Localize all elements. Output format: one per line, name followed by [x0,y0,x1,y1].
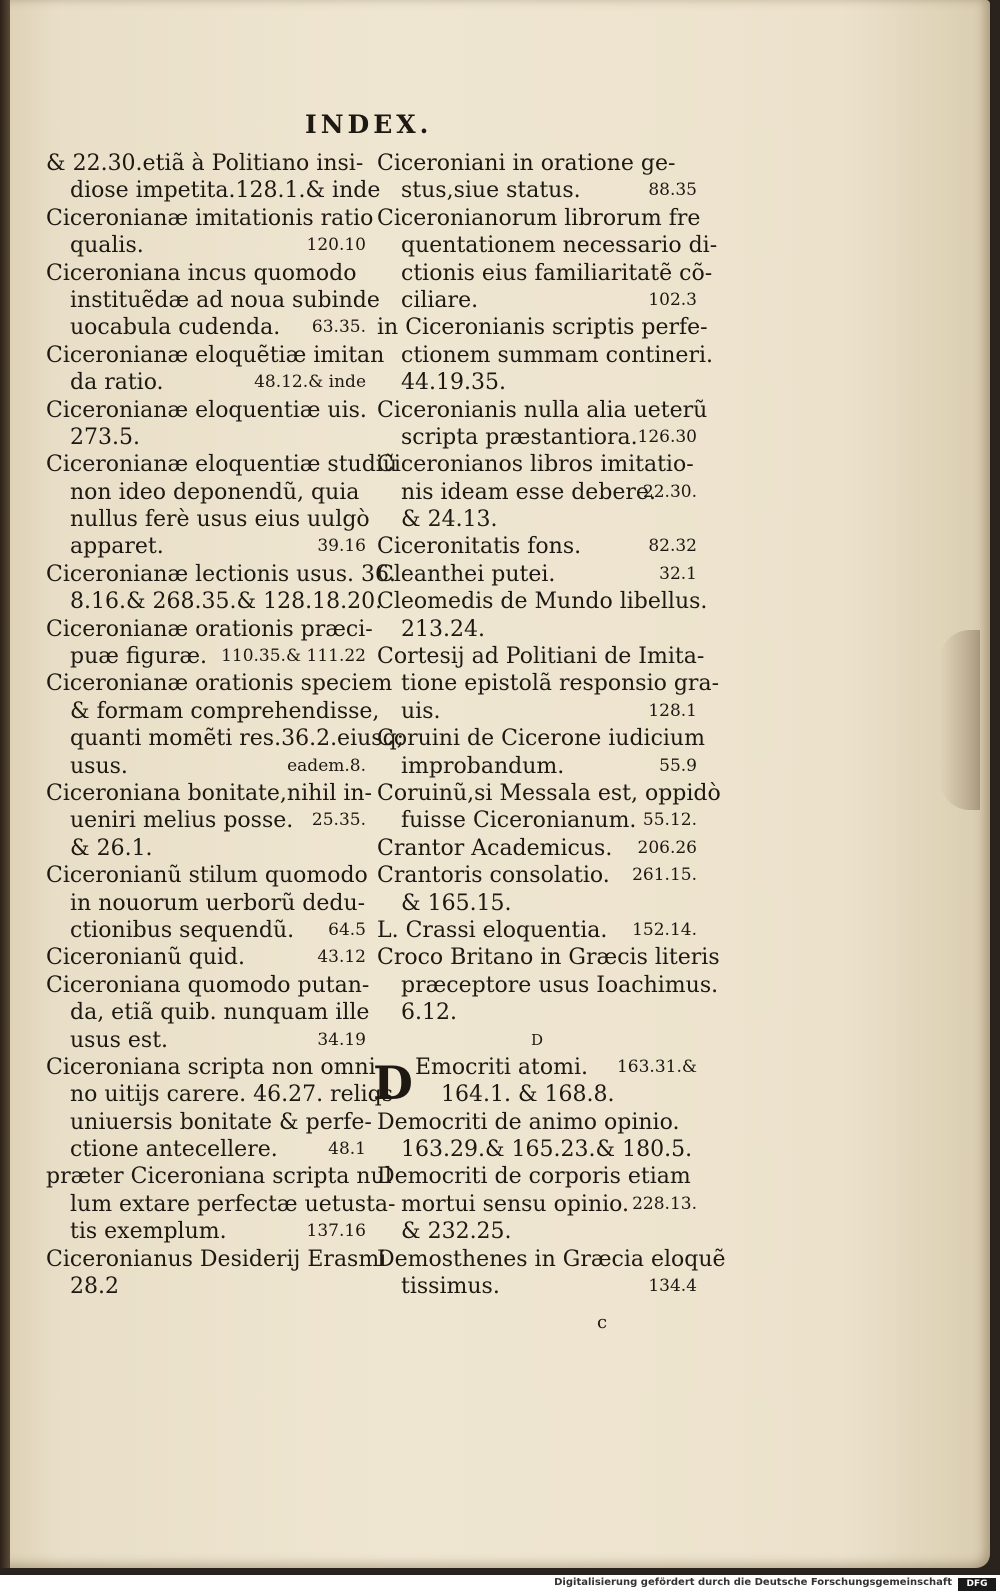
index-entry-text: ciliare. [401,287,479,313]
index-line [377,999,697,1026]
index-page-ref: 228.13. [632,1193,697,1214]
index-page-ref: 88.35 [648,180,697,201]
index-entry-text: nullus ferè usus eius uulgò [70,507,370,533]
page-header: INDEX. [305,110,433,139]
index-entry-text: Ciceronianũ stilum quomodo [46,863,368,889]
index-line [377,342,713,369]
index-entry-text: da, etiã quib. nunquam ille [70,1000,370,1026]
index-line [377,314,708,341]
index-line [377,397,708,424]
index-line [377,150,697,177]
index-entry-text: Ciceronianæ eloquentiæ uis. [46,397,367,423]
index-entry-text: nis ideam esse debere. [401,479,656,505]
index-page-ref: 48.12.& inde [254,372,366,393]
index-page-ref: 34.19 [317,1029,366,1050]
index-page-ref: 82.32 [648,536,697,557]
index-entry-text: Ciceronianorum librorum fre [377,205,701,231]
index-line [46,479,366,506]
index-entry-text: & formam comprehendisse, [70,698,380,724]
index-entry-text: præter Ciceroniana scripta nul [46,1164,392,1190]
index-line [377,451,697,478]
index-entry-text: tis exemplum. [70,1219,227,1245]
index-page-ref: 55.9 [659,755,697,776]
dfg-logo: DFG [958,1578,996,1591]
index-line [46,862,366,889]
section-d-block [373,1054,726,1301]
index-entry-text: usus. [70,753,128,779]
index-entry-text: no uitijs carere. 46.27. reliqs [70,1082,394,1108]
index-line [46,451,398,478]
index-entry-text: fuisse Ciceronianum. [401,808,637,834]
index-entry-text: Ciceronianũ quid. [46,945,245,971]
index-line [46,670,393,697]
index-line [377,205,701,232]
index-line [46,506,370,533]
index-entry-text: L. Crassi eloquentia. [377,917,608,943]
index-page-ref: 39.16 [317,536,366,557]
index-line [377,643,705,670]
signature-mark: c [597,1312,608,1333]
index-line [46,1273,366,1300]
index-line [46,232,366,259]
index-page-ref: 25.35. [311,810,366,831]
index-entry-text: Crantoris consolatio. [377,863,610,889]
index-entry-text: stus,siue status. [401,178,581,204]
index-line [46,753,366,780]
index-entry-text: Ciceronianæ eloquentiæ studiũ [46,452,398,478]
index-page-ref: 163.31.& [616,1056,697,1077]
index-entry-text: 163.29.& 165.23.& 180.5. [401,1137,693,1163]
index-line [377,1163,697,1190]
index-page-ref: 152.14. [632,919,697,940]
footer-bar [0,1576,1000,1593]
index-line [46,177,381,204]
index-page-ref: 102.3 [648,289,697,310]
index-entry-text: instituẽdæ ad noua subinde [70,287,380,313]
index-line [46,1109,372,1136]
index-entry-text: ctione antecellere. [70,1137,278,1163]
index-entry-text: qualis. [70,233,144,259]
index-entry-text: Ciceroniani in oratione ge- [377,151,676,176]
index-entry-text: Coruini de Cicerone iudicium [377,726,705,752]
index-entry-text: Democriti de animo opinio. [377,1109,680,1135]
index-entry-text: 164.1. & 168.8. [441,1082,615,1108]
index-entry-text: Crantor Academicus. [377,835,613,861]
index-entry-text: Ciceroniana scripta non omni [46,1054,376,1080]
index-entry-text: in Ciceronianis scriptis perfe- [377,315,708,341]
index-line [377,780,721,807]
index-page-ref: 43.12 [317,947,366,968]
index-line [46,1191,396,1218]
index-line [377,1109,697,1136]
index-entry-text: diose impetita.128.1.& inde [70,178,381,204]
index-line [377,835,697,862]
index-line [46,698,380,725]
index-line [377,533,697,560]
index-line [46,314,366,341]
index-entry-text: 213.24. [401,616,485,642]
index-line [46,588,383,615]
index-line [377,807,697,834]
index-entry-text: 6.12. [401,1000,457,1026]
index-page-ref: 32.1 [659,563,697,584]
index-line [377,944,720,971]
index-entry-text: & 24.13. [401,507,498,533]
index-entry-text: & 22.30.etiã à Politiano insi- [46,151,364,176]
index-line [46,260,366,287]
index-line [377,1081,697,1108]
index-entry-text: Ciceroniana quomodo putan- [46,972,370,998]
index-page-ref: 55.12. [642,810,697,831]
index-line [46,725,405,752]
index-line [46,1246,387,1273]
index-line [377,753,697,780]
index-entry-text: Coruinũ,si Messala est, oppidò [377,780,721,806]
index-line [46,999,370,1026]
index-entry-text: 8.16.& 268.35.& 128.18.20. [70,589,383,615]
index-line [377,972,719,999]
index-entry-text: Ciceronianæ orationis præci- [46,616,373,642]
index-entry-text: ueniri melius posse. [70,808,294,834]
index-page-ref: 137.16 [306,1221,366,1242]
index-entry-text: Ciceronianus Desiderij Erasmi [46,1246,387,1272]
index-line [46,835,366,862]
index-line [46,369,366,396]
index-line [377,616,697,643]
index-line [46,1081,394,1108]
index-page-ref: 128.1 [648,700,697,721]
index-line [46,424,366,451]
index-page-ref: 206.26 [637,837,697,858]
index-line [377,369,697,396]
index-line [377,1273,697,1300]
index-entry-text: usus est. [70,1027,169,1053]
index-line [377,287,697,314]
index-entry-text: 273.5. [70,424,140,450]
index-line [46,1054,376,1081]
index-line [46,890,366,917]
index-page-ref: 64.5 [328,919,366,940]
index-entry-text: uocabula cudenda. [70,315,281,341]
index-page-ref: eadem.8. [287,755,366,776]
index-entry-text: & 165.15. [401,890,512,916]
index-line [377,1054,697,1081]
index-line [46,342,385,369]
index-entry-text: præceptore usus Ioachimus. [401,972,719,998]
index-column-left [46,150,405,1300]
index-line [46,780,372,807]
index-entry-text: ctionis eius familiaritatẽ cõ- [401,260,713,286]
index-entry-text: Ciceronianæ eloquẽtiæ imitan [46,342,385,368]
index-entry-text: Ciceroniana incus quomodo [46,260,357,286]
index-entry-text: ctionibus sequendũ. [70,917,295,943]
index-line [377,177,697,204]
section-letter: D [530,1030,544,1049]
index-line [377,506,697,533]
index-page-ref: 120.10 [306,235,366,256]
index-line [46,1163,392,1190]
index-entry-text: quentationem necessario di- [401,233,718,259]
index-page-ref: 126.30 [637,426,697,447]
index-entry-text: Cortesij ad Politiani de Imita- [377,644,705,670]
index-entry-text: 28.2 [70,1274,119,1300]
index-entry-text: Ciceroniana bonitate,nihil in- [46,780,372,806]
index-page-ref: 63.35. [311,317,366,338]
index-entry-text: mortui sensu opinio. [401,1191,630,1217]
index-line [377,917,697,944]
index-page-ref: 134.4 [648,1276,697,1297]
binding-edge [0,0,10,1568]
index-entry-text: ctionem summam contineri. [401,342,713,368]
page-edge-shadow [940,630,980,810]
index-line [46,561,397,588]
index-line [377,1191,697,1218]
index-entry-text: improbandum. [401,753,565,779]
index-line [377,725,705,752]
index-line [377,1136,697,1163]
index-entry-text: & 26.1. [70,835,153,861]
index-line [46,205,374,232]
index-entry-text: tione epistolã responsio gra- [401,671,720,697]
index-entry-text: uniuersis bonitate & perfe- [70,1109,372,1135]
index-entry-text: Cleomedis de Mundo libellus. [377,589,708,615]
index-line [377,561,697,588]
index-entry-text: Croco Britano in Græcis literis [377,945,720,971]
footer-credit: Digitalisierung gefördert durch die Deutsche Forschungsgemeinschaft [554,1577,952,1588]
index-entry-text: Demosthenes in Græcia eloquẽ [377,1246,726,1272]
index-line [377,862,697,889]
index-entry-text: Ciceronianis nulla alia ueterũ [377,397,708,423]
index-line [46,1027,366,1054]
index-line [46,397,366,424]
index-entry-text: Ciceronianos libros imitatio- [377,452,694,478]
index-line [46,1218,366,1245]
index-entry-text: uis. [401,698,441,724]
index-column-right [373,150,726,1300]
index-line [46,616,373,643]
index-entry-text: in nouorum uerborũ dedu- [70,890,366,916]
index-line [46,807,366,834]
index-line [377,424,697,451]
index-entry-text: Ciceronianæ lectionis usus. 36. [46,561,397,587]
index-line [377,1246,726,1273]
drop-capital: D [373,1055,413,1110]
index-entry-text: Emocriti atomi. [415,1054,589,1080]
index-entry-text: Ciceronianæ imitationis ratio [46,205,374,231]
index-entry-text: quanti momẽti res.36.2.eiusq; [70,726,405,752]
index-entry-text: & 232.25. [401,1219,512,1245]
index-entry-text: non ideo deponendũ, quia [70,479,360,505]
index-line [46,944,366,971]
index-entry-text: Ciceronianæ orationis speciem [46,671,393,697]
index-entry-text: da ratio. [70,370,164,396]
index-page-ref: 22.30. [642,481,697,502]
index-entry-text: scripta præstantiora. [401,424,638,450]
index-entry-text: Cleanthei putei. [377,561,556,587]
index-line [377,479,697,506]
index-line [46,972,370,999]
index-entry-text: puæ figuræ. [70,644,208,670]
index-line [377,232,718,259]
index-entry-text: Democriti de corporis etiam [377,1164,691,1190]
index-line [46,533,366,560]
index-page-ref: 261.15. [632,865,697,886]
index-line [377,698,697,725]
index-line [377,260,713,287]
index-line [46,917,366,944]
index-line [46,643,366,670]
index-page-ref: 110.35.& 111.22 [221,646,366,667]
index-page-ref: 48.1 [328,1139,366,1160]
index-entry-text: 44.19.35. [401,370,506,396]
index-line [377,588,708,615]
index-line [377,1218,697,1245]
index-entry-text: tissimus. [401,1274,500,1300]
index-entry-text: Ciceronitatis fons. [377,534,582,560]
index-line [46,150,366,177]
index-entry-text: apparet. [70,534,164,560]
index-line [46,1136,366,1163]
index-entry-text: lum extare perfectæ uetusta- [70,1191,396,1217]
index-line [46,287,380,314]
index-line [377,890,697,917]
index-line [377,670,720,697]
